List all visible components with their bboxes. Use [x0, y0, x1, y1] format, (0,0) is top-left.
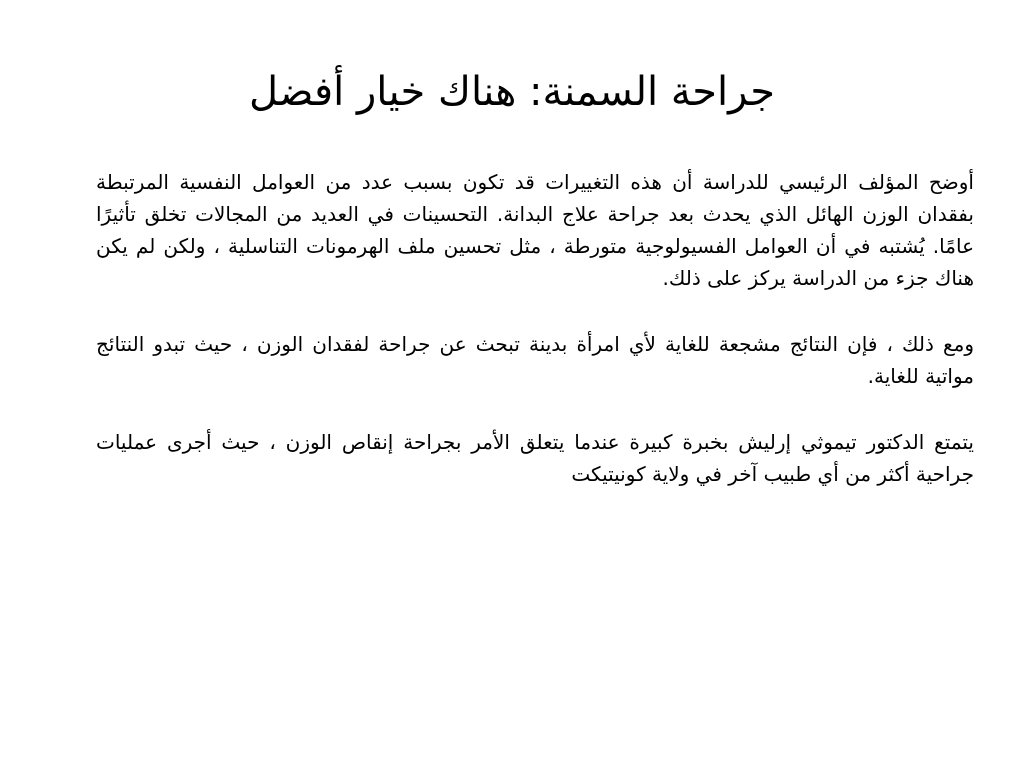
body-paragraph-2: ومع ذلك ، فإن النتائج مشجعة للغاية لأي امرأة بدينة تبحث عن جراحة لفقدان الوزن ، حيث تبدو النتائج مواتية للغاية. [96, 332, 974, 388]
body-paragraph-1: أوضح المؤلف الرئيسي للدراسة أن هذه التغييرات قد تكون بسبب عدد من العوامل النفسية المرتبطة بفقدان الوزن الهائل الذي يحدث بعد جراحة علاج البدانة. التحسينات في العديد من المجالات تخلق تأثيرًا عامًا. يُشتبه في أن العوامل الفسيولوجية متورطة ، مثل تحسين ملف الهرمونات التناسلية ، ولكن لم يكن هناك جزء من الدراسة يركز على ذلك. [96, 170, 974, 290]
body-paragraph-3: يتمتع الدكتور تيموثي إرليش بخبرة كبيرة عندما يتعلق الأمر بجراحة إنقاص الوزن ، حيث أجرى عمليات جراحية أكثر من أي طبيب آخر في ولاية كونيتيكت [96, 430, 974, 486]
slide-body [96, 166, 974, 524]
slide-title: جراحة السمنة: هناك خيار أفضل [249, 69, 775, 115]
